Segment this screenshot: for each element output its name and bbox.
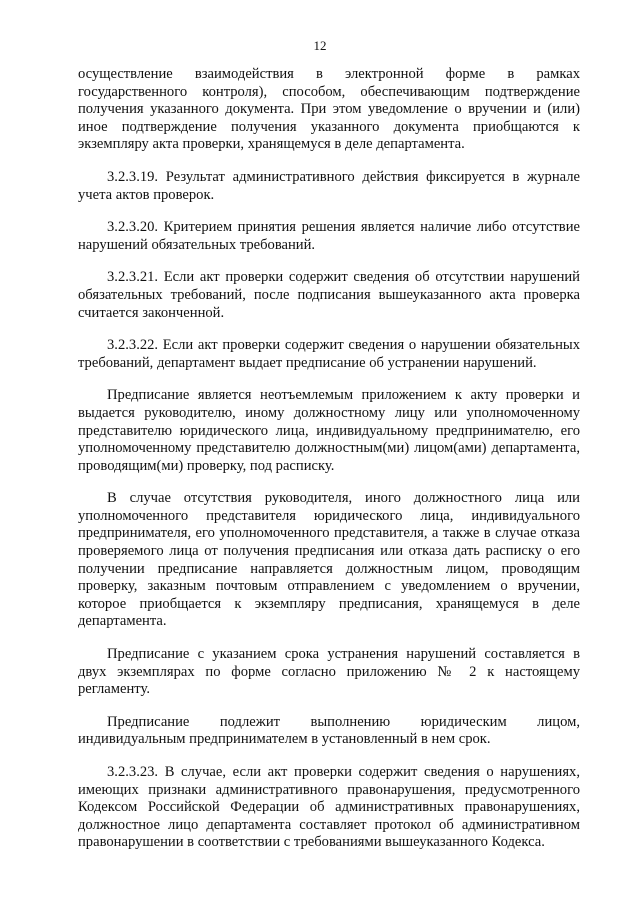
paragraph-3-2-3-22: 3.2.3.22. Если акт проверки содержит сведения о нарушении обязательных требований, департамент выдает предписание об устранении нарушений. bbox=[78, 337, 580, 371]
paragraph-3-2-3-23: 3.2.3.23. В случае, если акт проверки содержит сведения о нарушениях, имеющих признаки административного правонарушения, предусмотренного Кодексом Российской Федерации об административных правонарушениях, должностное лицо департамента составляет протокол об административном правонарушении в соответствии с требованиями вышеуказанного Кодекса. bbox=[78, 764, 580, 851]
paragraph-absence-case: В случае отсутствия руководителя, иного должностного лица или уполномоченного представителя юридического лица, индивидуального предпринимателя, его уполномоченного представителя, а также в случае отказа проверяемого лица от получения предписания или отказа дать расписку о его получении предписание направляется должностным лицом, проводящим проверку, заказным почтовым отправлением с уведомлением о вручении, которое приобщается к экземпляру предписания, хранящемуся в деле департамента. bbox=[78, 490, 580, 630]
paragraph-3-2-3-21: 3.2.3.21. Если акт проверки содержит сведения об отсутствии нарушений обязательных требований, после подписания вышеуказанного акта проверка считается законченной. bbox=[78, 269, 580, 321]
paragraph-prescription-issuance: Предписание является неотъемлемым приложением к акту проверки и выдается руководителю, иному должностному лицу или уполномоченному представителю юридического лица, индивидуальному предпринимателю, его уполномоченному представителю должностным(ми) лицом(ами) департамента, проводящим(ми) проверку, под расписку. bbox=[78, 387, 580, 474]
document-body bbox=[78, 66, 580, 867]
paragraph-continuation: осуществление взаимодействия в электронной форме в рамках государственного контроля), способом, обеспечивающим подтверждение получения указанного документа. При этом уведомление о вручении и (или) иное подтверждение получения указанного документа приобщаются к экземпляру акта проверки, хранящемуся в деле департамента. bbox=[78, 66, 580, 153]
paragraph-prescription-execution: Предписание подлежит выполнению юридическим лицом, индивидуальным предпринимателем в установленный в нем срок. bbox=[78, 713, 580, 748]
paragraph-prescription-copies: Предписание с указанием срока устранения нарушений составляется в двух экземплярах по форме согласно приложению № 2 к настоящему регламенту. bbox=[78, 646, 580, 698]
page-number: 12 bbox=[313, 38, 327, 53]
paragraph-3-2-3-19: 3.2.3.19. Результат административного действия фиксируется в журнале учета актов проверок. bbox=[78, 168, 580, 203]
paragraph-3-2-3-20: 3.2.3.20. Критерием принятия решения является наличие либо отсутствие нарушений обязательных требований. bbox=[78, 219, 580, 253]
